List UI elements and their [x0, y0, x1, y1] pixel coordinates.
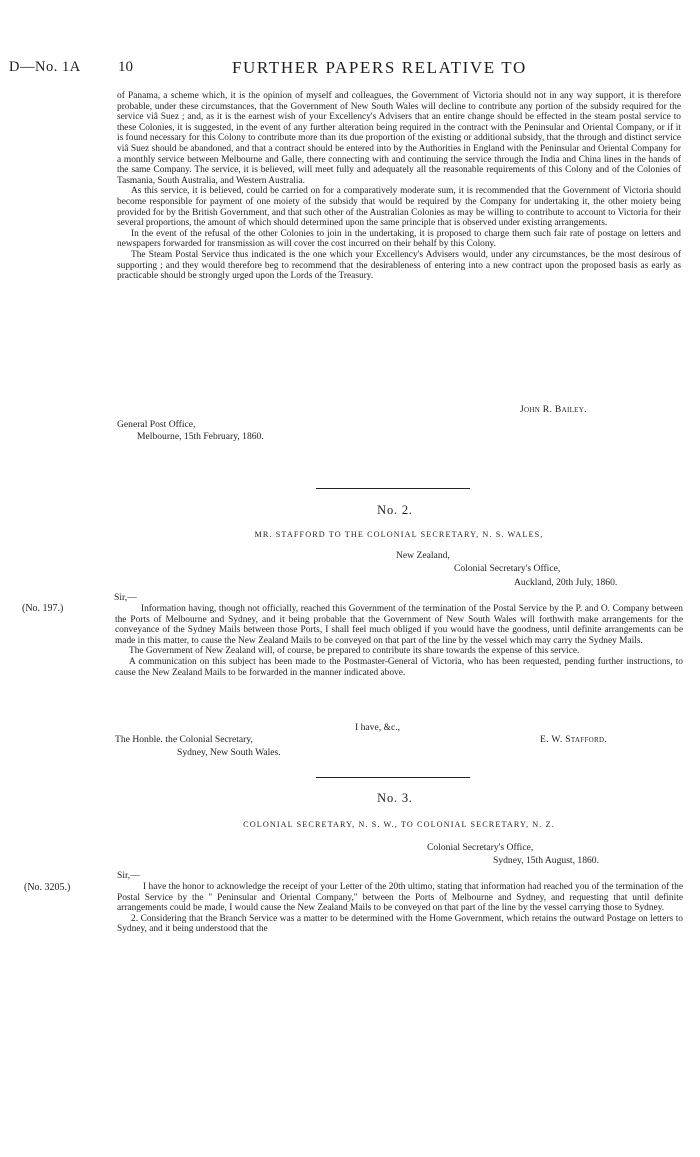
letter2-addressee-1: The Honble. the Colonial Secretary, [115, 734, 253, 745]
letter3-caption: COLONIAL SECRETARY, N. S. W., TO COLONIAL SECRETARY, N. Z. [243, 820, 555, 829]
letter3-number: No. 3. [377, 791, 413, 805]
place-general-post-office: General Post Office, [117, 419, 196, 430]
paragraph: The Steam Postal Service thus indicated is the one which your Excellency's Advisers would, under any circumstances, be the most desirous of supporting ; and they would therefore beg to recommend that the desirableness of entering into a new contract upon the proposed basis as early as practicable should be strongly urged upon the Lords of the Treasury. [117, 249, 681, 282]
letter3-address-2: Sydney, 15th August, 1860. [493, 855, 599, 866]
running-title: FURTHER PAPERS RELATIVE TO [232, 58, 527, 77]
letter3-body [117, 882, 683, 935]
letter2-caption: MR. STAFFORD TO THE COLONIAL SECRETARY, N. S. WALES, [254, 530, 544, 539]
letter2-addressee-2: Sydney, New South Wales. [177, 747, 281, 758]
letter2-number: No. 2. [377, 503, 413, 517]
paragraph: I have the honor to acknowledge the receipt of your Letter of the 20th ultimo, stating that information had reached you of the termination of the Postal Service by the " Peninsular and Oriental Company," between the Ports of Melbourne and Sydney, and requesting that until definite arrangements could be made, I would cause the New Zealand Mails to be conveyed on that part of the line by the vessel carrying those to Sydney. [117, 882, 683, 914]
letter2-body [115, 604, 683, 678]
divider [316, 777, 470, 778]
letter3-address-1: Colonial Secretary's Office, [427, 842, 534, 853]
letter2-address-2: Colonial Secretary's Office, [454, 563, 561, 574]
divider [316, 488, 470, 489]
paragraph: In the event of the refusal of the other Colonies to join in the undertaking, it is proposed to charge them such fair rate of postage on letters and newspapers forwarded for transmission as will cover the cost incurred on their behalf by this Colony. [117, 228, 681, 250]
date-melbourne: Melbourne, 15th February, 1860. [137, 431, 264, 442]
letter3-margin-ref: (No. 3205.) [24, 882, 71, 893]
paragraph: 2. Considering that the Branch Service was a matter to be determined with the Home Government, which retains the outward Postage on letters to Sydney, and it being understood that the [117, 913, 683, 935]
paragraph: of Panama, a scheme which, it is the opinion of myself and colleagues, the Government of Victoria should not in any way support, it is therefore probable, under these circumstances, that the Government of New South Wales will decline to contribute any portion of the subsidy required for the service viâ Suez ; and, as it is the earnest wish of your Excellency's Advisers that an entire change should be effected in the steam postal service to these Colonies, it is suggested, in the event of any further alteration being required in the contract with the Peninsular and Oriental Company, or if it is found necessary for this Colony to contribute more than its due proportion of the existing or additional subsidy, that the through and distinct service viâ Suez should be abandoned, and that a contract should be entered into by the Authorities in England with the Peninsular and Oriental Company for a monthly service between Melbourne and Galle, there connecting with and continuing the service through the India and China lines in the hands of the same Company. The service, it is believed, will meet fully and adequately all the reasonable requirements of this Colony and of the Colonies of Tasmania, South Australia, and Western Australia. [117, 91, 681, 186]
letter2-address-1: New Zealand, [396, 550, 450, 561]
letter2-closing: I have, &c., [355, 722, 401, 733]
paragraph: The Government of New Zealand will, of course, be prepared to contribute its share towards the expense of this service. [129, 646, 580, 657]
letter3-salutation: Sir,— [117, 870, 140, 881]
letter2-margin-ref: (No. 197.) [22, 603, 64, 614]
paragraph: As this service, it is believed, could be carried on for a comparatively moderate sum, it is recommended that the Government of Victoria should become responsible for payment of one moiety of the subsidy that would be required by the Company for undertaking it, the other moiety being provided for by the British Government, and that such other of the Australian Colonies as may be willing to contribute to account to Victoria for their several proportions, the amount of which should determined upon the same principle that is observed under existing arrangements. [117, 186, 681, 229]
page-ref: D—No. 1A [9, 59, 81, 75]
paragraph: A communication on this subject has been made to the Postmaster-General of Victoria, who has been requested, pending further instructions, to cause the New Zealand Mails to be forwarded in the manner indicated above. [115, 656, 683, 678]
signature-bailey: John R. Bailey. [520, 404, 587, 415]
letter2-signature: E. W. Stafford. [540, 734, 608, 745]
paragraph: Information having, though not officially, reached this Government of the termination of the Postal Service by the P. and O. Company between the Ports of Melbourne and Sydney, and it being probable that the Government of New South Wales will forthwith make arrangements for the conveyance of the Sydney Mails between those Ports, I shall feel much obliged if you would have the goodness, until definite arrangements can be made in this matter, to cause the New Zealand Mails to be conveyed on that part of the line by the vessel which may carry the Sydney Mails. [115, 604, 683, 646]
letter2-salutation: Sir,— [114, 592, 137, 603]
letter2-address-3: Auckland, 20th July, 1860. [514, 577, 618, 588]
page-number: 10 [118, 59, 133, 75]
section1-body [117, 91, 681, 282]
